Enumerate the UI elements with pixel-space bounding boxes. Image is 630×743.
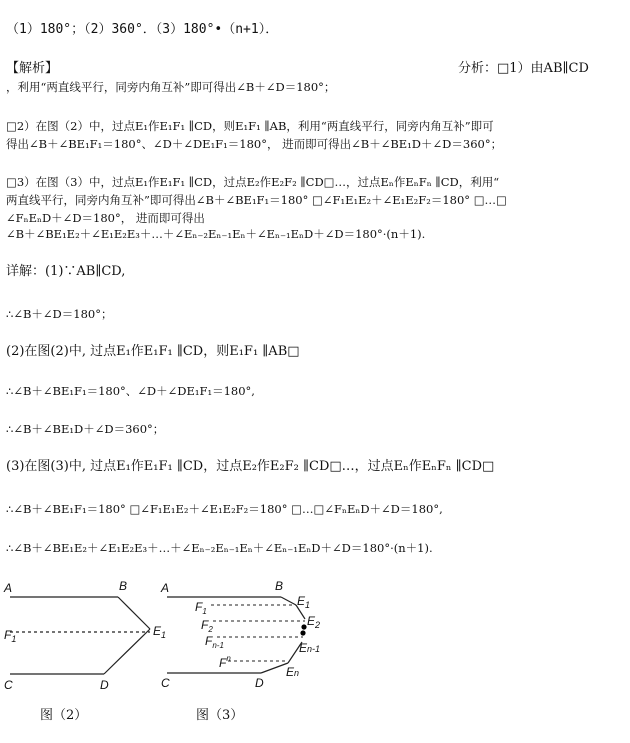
analysis-p3-line1: □3）在图（3）中，过点E₁作E₁F₁ ∥CD，过点E₂作E₂F₂ ∥CD□…，过点Eₙ作EₙFₙ ∥CD，利用“ — [6, 175, 500, 189]
analysis-p3-line4: ∠B＋∠BE₁E₂＋∠E₁E₂E₃＋…＋∠Eₙ₋₂Eₙ₋₁Eₙ＋∠Eₙ₋₁EₙD＋∠D＝180°·(n＋1). — [6, 227, 426, 241]
label-b: B — [275, 579, 284, 593]
label-en1-sub: n-1 — [307, 644, 321, 654]
figure-3-caption: 图（3） — [196, 708, 244, 723]
label-f1-sub: 1 — [11, 634, 17, 644]
analysis-p2-line2: 得出∠B＋∠BE₁F₁＝180°、∠D＋∠DE₁F₁＝180°， 进而即可得出∠B＋∠BE₁D＋∠D＝360°； — [6, 137, 503, 151]
label-f2-sub: 2 — [208, 625, 213, 634]
svg-text:En-1 — [299, 641, 320, 655]
analysis-p1-line2: ，利用“两直线平行，同旁内角互补”即可得出∠B＋∠D＝180°； — [6, 80, 336, 94]
label-a: A — [161, 581, 170, 595]
svg-text:Fn — [219, 654, 231, 670]
svg-text:En — [286, 665, 299, 679]
svg-text:E1 — [297, 594, 310, 610]
label-en1: E — [299, 641, 308, 655]
line-end — [261, 663, 288, 673]
label-f1: F — [4, 628, 12, 642]
label-en-sub: n — [294, 668, 300, 678]
detail-line-7: ∴∠B＋∠BE₁F₁＝180° □∠F₁E₁E₂＋∠E₁E₂F₂＝180° □…□∠FₙEₙD＋∠D＝180°, — [6, 502, 443, 516]
line-be1 — [281, 597, 296, 605]
detail-line-8: ∴∠B＋∠BE₁E₂＋∠E₁E₂E₃＋…＋∠Eₙ₋₂Eₙ₋₁Eₙ＋∠Eₙ₋₁EₙD＋∠D＝180°·(n＋1). — [6, 541, 433, 555]
label-e1-sub: 1 — [305, 600, 311, 610]
line-be1 — [118, 597, 150, 629]
label-fn1-sub: n-1 — [212, 641, 224, 650]
label-f1-sub: 1 — [202, 607, 207, 616]
detail-line-5: ∴∠B＋∠BE₁D＋∠D＝360°； — [6, 422, 165, 436]
label-e2-sub: 2 — [315, 620, 321, 630]
label-c: C — [4, 678, 13, 692]
label-e2: E — [307, 614, 316, 628]
detail-line-6: (3)在图(3)中, 过点E₁作E₁F₁ ∥CD，过点E₂作E₂F₂ ∥CD□…，过点Eₙ作EₙFₙ ∥CD□ — [6, 459, 495, 474]
line-e1d — [104, 629, 150, 674]
label-e1: E — [297, 594, 306, 608]
svg-text:F1 — [195, 600, 207, 616]
analysis-p3-line3: ∠FₙEₙD＋∠D＝180°， 进而即可得出 — [6, 211, 205, 225]
label-b: B — [119, 579, 128, 593]
dot-1 — [301, 624, 306, 629]
dot-2 — [300, 630, 305, 635]
label-d: D — [100, 678, 109, 692]
detail-line-3: (2)在图(2)中, 过点E₁作E₁F₁ ∥CD，则E₁F₁ ∥AB□ — [6, 344, 300, 359]
label-c: C — [161, 676, 170, 690]
label-f2: F — [201, 618, 209, 632]
label-f1: F — [195, 600, 203, 614]
detail-line-4: ∴∠B＋∠BE₁F₁＝180°、∠D＋∠DE₁F₁＝180°, — [6, 384, 255, 398]
answer-line: （1）180°；（2）360°．（3）180°•（n+1）． — [6, 22, 279, 37]
analysis-title: 【解析】 — [6, 61, 59, 76]
svg-text:F2 — [201, 618, 213, 634]
analysis-p1-right: 分析：□1）由AB∥CD — [458, 61, 589, 76]
svg-text:Fn-1 — [205, 634, 224, 650]
figure-3 — [155, 575, 345, 700]
label-en: E — [286, 665, 295, 679]
figure-2-caption: 图（2） — [40, 708, 88, 723]
analysis-p3-line2: 两直线平行，同旁内角互补”即可得出∠B＋∠BE₁F₁＝180° □∠F₁E₁E₂＋∠E₁E₂F₂＝180° □…□ — [6, 193, 507, 207]
label-d: D — [255, 676, 264, 690]
label-fn1: F — [205, 634, 213, 648]
detail-line-1: 详解：(1)∵AB∥CD, — [6, 264, 126, 279]
detail-line-2: ∴∠B＋∠D＝180°； — [6, 307, 113, 321]
label-e1-sub: 1 — [161, 630, 167, 640]
label-a: A — [4, 581, 13, 595]
label-fn: F — [219, 656, 227, 670]
label-e1: E — [153, 624, 162, 638]
label-fn-sub: n — [226, 654, 231, 663]
svg-text:F1 — [4, 628, 16, 644]
svg-text:E2 — [307, 614, 320, 630]
analysis-p2-line1: □2）在图（2）中，过点E₁作E₁F₁ ∥CD，则E₁F₁ ∥AB，利用“两直线平行，同旁内角互补”即可 — [6, 119, 494, 133]
